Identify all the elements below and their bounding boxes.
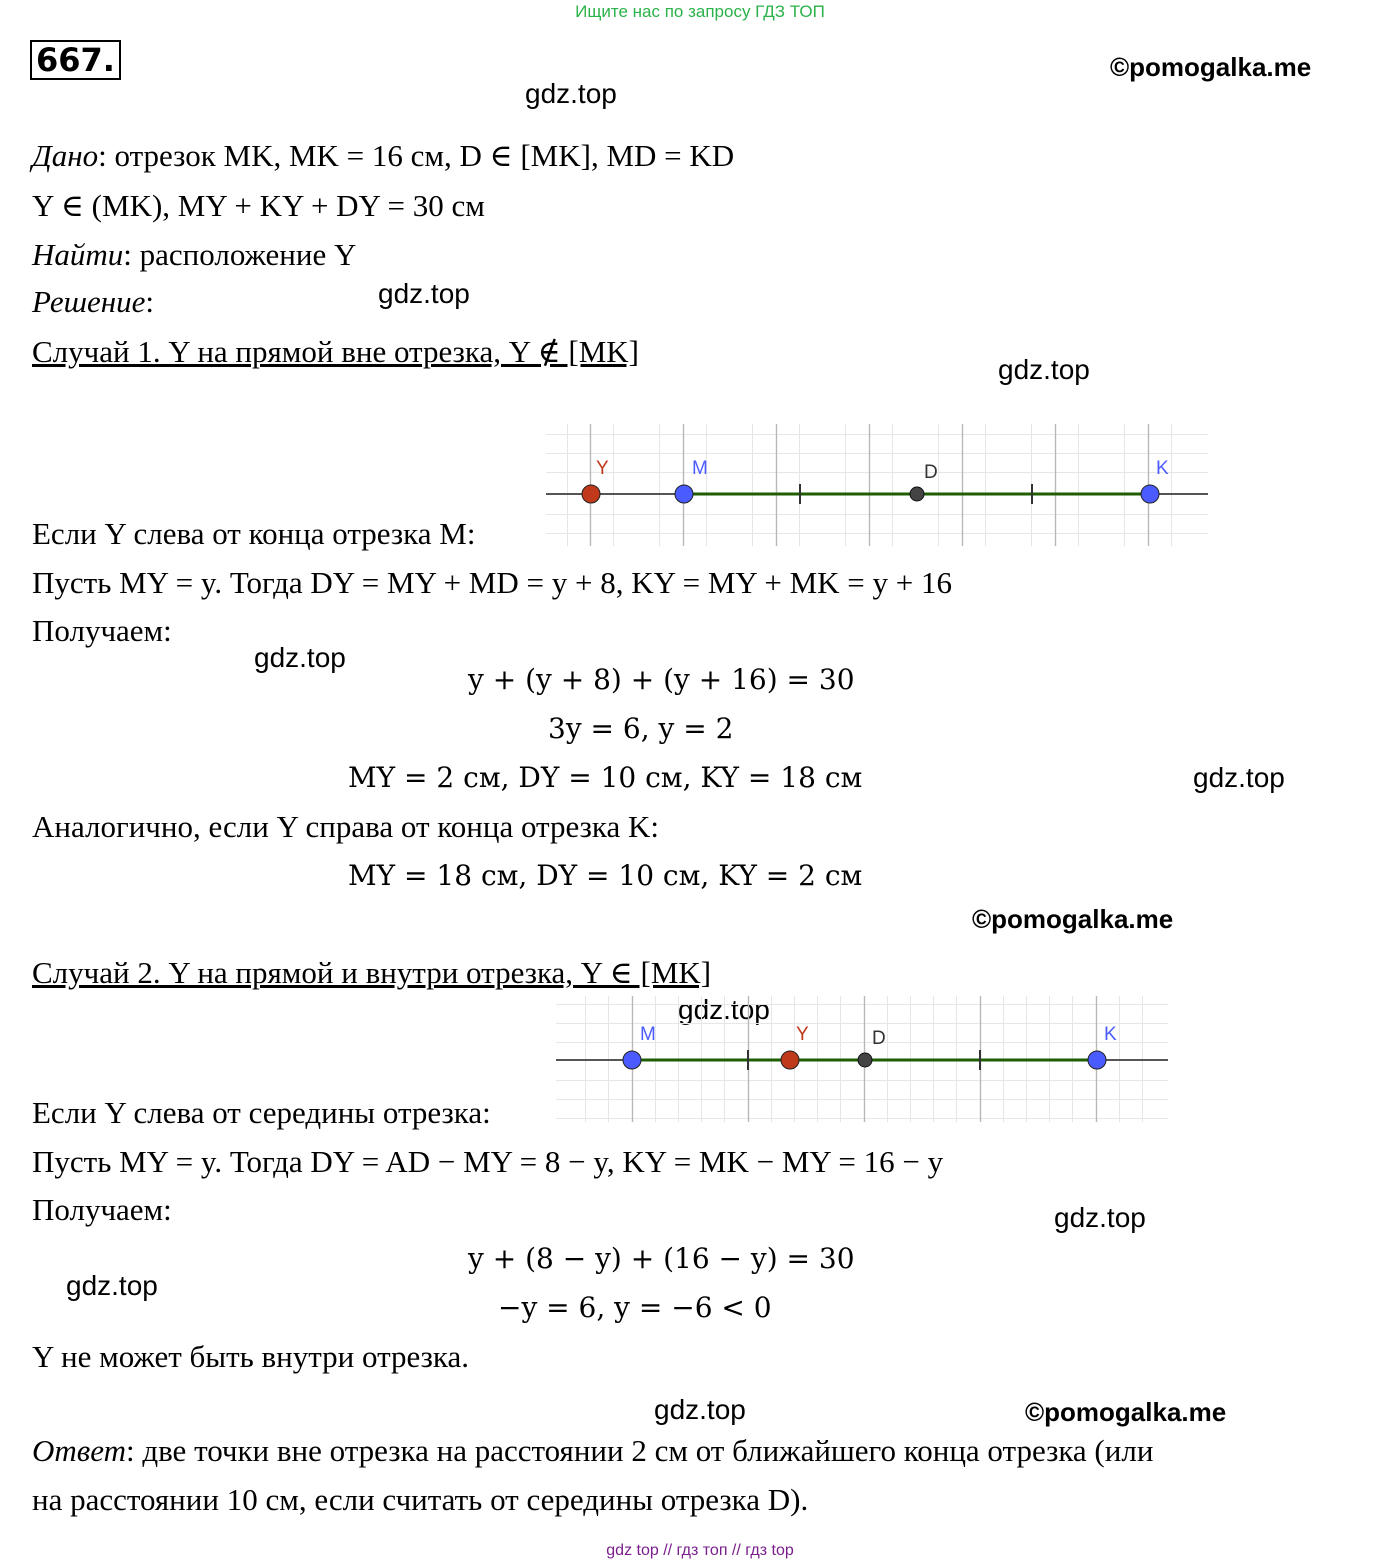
figure2-point-k <box>1088 1051 1106 1069</box>
figure2-label-d: D <box>872 1028 886 1049</box>
figure1-grid <box>546 424 1208 546</box>
solution-label: Решение <box>32 284 146 319</box>
given-line-1 <box>32 138 734 174</box>
figure-2 <box>556 996 1168 1122</box>
copyright-mark: ©pomogalka.me <box>1110 52 1312 82</box>
figure1-label-m: M <box>692 458 708 479</box>
watermark: gdz.top <box>678 994 770 1025</box>
case1-result-1: MY = 2 см, DY = 10 см, KY = 18 см <box>348 761 863 794</box>
watermark: gdz.top <box>378 278 470 309</box>
figure1-point-y <box>582 485 600 503</box>
watermark: gdz.top <box>66 1270 158 1301</box>
given-text-1: : отрезок MK, MK = 16 см, D ∈ [MK], MD = KD <box>98 138 735 173</box>
answer-text-1: : две точки вне отрезка на расстоянии 2 см от ближайшего конца отрезка (или <box>125 1433 1154 1468</box>
problem-number: 667. <box>30 40 121 80</box>
figure1-point-m <box>675 485 693 503</box>
case1-title: Случай 1. Y на прямой вне отрезка, Y ∉ [MK] <box>32 334 639 369</box>
figure2-point-y <box>781 1051 799 1069</box>
case2-title: Случай 2. Y на прямой и внутри отрезка, Y ∈ [MK] <box>32 955 712 990</box>
figure1-point-d <box>910 487 924 501</box>
copyright-mark: ©pomogalka.me <box>972 904 1174 934</box>
figure2-label-y: Y <box>796 1024 809 1045</box>
find-text: : расположение Y <box>123 237 357 272</box>
find-label: Найти <box>32 237 124 272</box>
figure1-point-k <box>1141 485 1159 503</box>
watermark: gdz.top <box>1054 1202 1146 1233</box>
case1-equation-2: 3y = 6, y = 2 <box>548 712 734 745</box>
figure2-label-k: K <box>1104 1024 1117 1045</box>
case1-result-2: MY = 18 см, DY = 10 см, KY = 2 см <box>348 859 863 892</box>
case2-left: Если Y слева от середины отрезка: <box>32 1095 491 1130</box>
figure2-point-d <box>858 1053 872 1067</box>
solution-colon: : <box>145 284 154 319</box>
watermark: gdz.top <box>1193 762 1285 793</box>
given-label: Дано <box>32 138 99 173</box>
figure1-label-d: D <box>924 462 938 483</box>
answer-line-2: на расстоянии 10 см, если считать от середины отрезка D). <box>32 1482 809 1517</box>
figure-1 <box>546 424 1208 546</box>
copyright-mark: ©pomogalka.me <box>1025 1397 1227 1427</box>
watermark: gdz.top <box>654 1394 746 1425</box>
case1-equation-1: y + (y + 8) + (y + 16) = 30 <box>468 663 855 696</box>
answer-label: Ответ <box>32 1433 126 1468</box>
obtain-2: Получаем: <box>32 1192 172 1227</box>
answer-line-1 <box>32 1433 1153 1469</box>
case2-let: Пусть MY = y. Тогда DY = AD − MY = 8 − y, KY = MK − MY = 16 − y <box>32 1144 944 1179</box>
case1-right: Аналогично, если Y справа от конца отрезка K: <box>32 809 659 844</box>
footer-links[interactable]: gdz top // гдз топ // гдз top <box>606 1542 794 1559</box>
solution-line <box>32 284 154 320</box>
watermark: gdz.top <box>998 354 1090 385</box>
case2-conclusion: Y не может быть внутри отрезка. <box>32 1339 470 1374</box>
top-banner[interactable]: Ищите нас по запросу ГДЗ ТОП <box>575 2 825 21</box>
watermark: gdz.top <box>525 78 617 109</box>
figure1-label-k: K <box>1156 458 1169 479</box>
watermark: gdz.top <box>254 642 346 673</box>
case2-equation-2: −y = 6, y = −6 < 0 <box>498 1291 772 1324</box>
case1-let: Пусть MY = y. Тогда DY = MY + MD = y + 8, KY = MY + MK = y + 16 <box>32 565 953 600</box>
figure2-point-m <box>623 1051 641 1069</box>
case1-left: Если Y слева от конца отрезка M: <box>32 516 476 551</box>
case2-equation-1: y + (8 − y) + (16 − y) = 30 <box>468 1242 855 1275</box>
figure1-label-y: Y <box>596 458 609 479</box>
given-line-2: Y ∈ (MK), MY + KY + DY = 30 см <box>32 188 485 223</box>
figure2-label-m: M <box>640 1024 656 1045</box>
find-line <box>32 237 356 273</box>
obtain-1: Получаем: <box>32 613 172 648</box>
